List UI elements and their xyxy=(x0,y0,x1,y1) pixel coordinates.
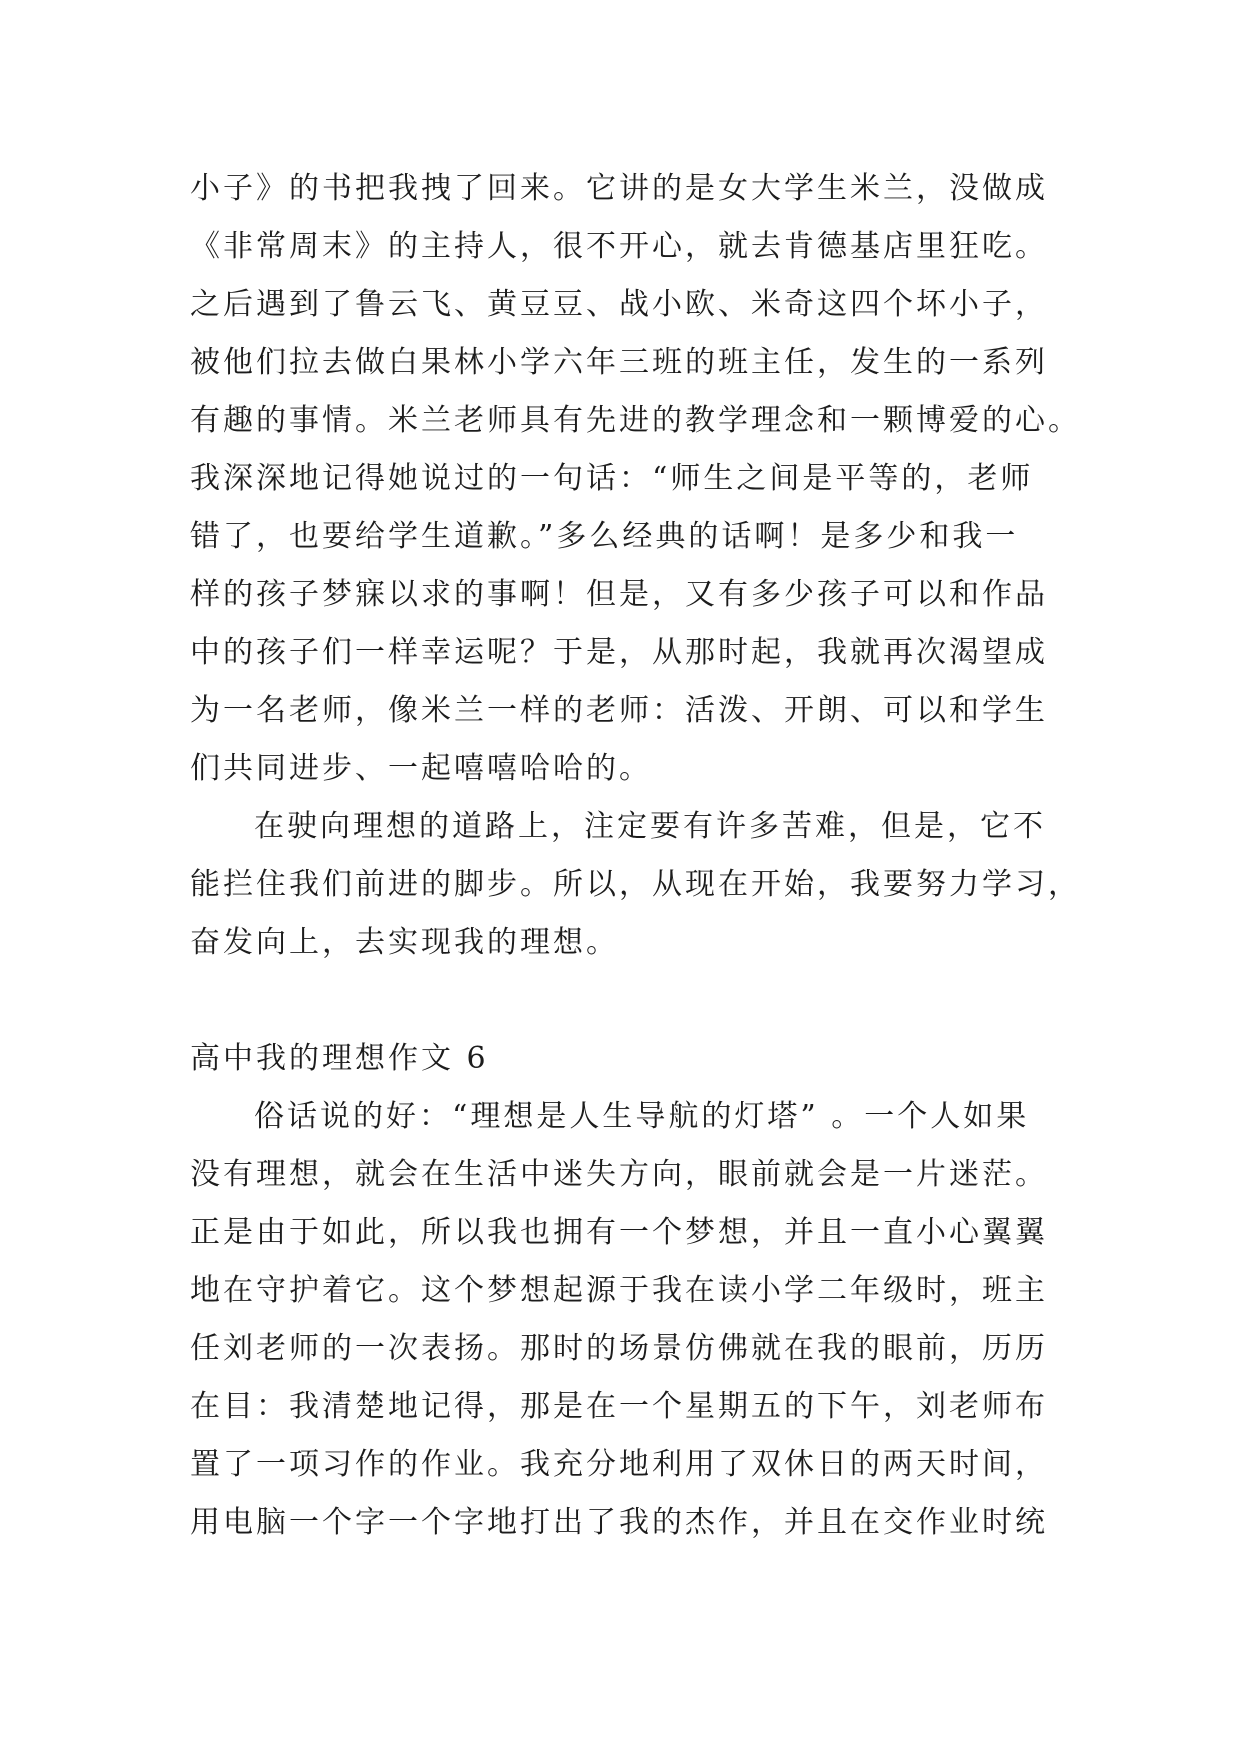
text-line: 正是由于如此，所以我也拥有一个梦想，并且一直小心翼翼 xyxy=(190,1215,1048,1250)
text-line: 们共同进步、一起嘻嘻哈哈的。 xyxy=(190,751,652,786)
text-line: 用电脑一个字一个字地打出了我的杰作，并且在交作业时统 xyxy=(190,1505,1048,1540)
text-line: 被他们拉去做白果林小学六年三班的班主任，发生的一系列 xyxy=(190,345,1048,380)
text-line: 错了，也要给学生道歉。”多么经典的话啊！是多少和我一 xyxy=(190,519,1019,554)
text-line: 中的孩子们一样幸运呢？于是，从那时起，我就再次渴望成 xyxy=(190,635,1048,670)
text-line: 任刘老师的一次表扬。那时的场景仿佛就在我的眼前，历历 xyxy=(190,1331,1048,1366)
text-line: 能拦住我们前进的脚步。所以，从现在开始，我要努力学习， xyxy=(190,867,1081,902)
text-line: 小子》的书把我拽了回来。它讲的是女大学生米兰，没做成 xyxy=(190,171,1048,206)
text-line: 为一名老师，像米兰一样的老师：活泼、开朗、可以和学生 xyxy=(190,693,1048,728)
text-line: 俗话说的好：“理想是人生导航的灯塔” 。一个人如果 xyxy=(254,1099,1030,1134)
paragraph-conclusion xyxy=(190,798,1081,972)
text-line: 在驶向理想的道路上，注定要有许多苦难，但是，它不 xyxy=(254,809,1046,844)
document-body xyxy=(190,160,1081,1552)
text-line: 样的孩子梦寐以求的事啊！但是，又有多少孩子可以和作品 xyxy=(190,577,1048,612)
paragraph-continued xyxy=(190,160,1081,798)
text-line: 在目：我清楚地记得，那是在一个星期五的下午，刘老师布 xyxy=(190,1389,1048,1424)
essay-title: 高中我的理想作文 6 xyxy=(190,1041,489,1076)
text-line: 奋发向上，去实现我的理想。 xyxy=(190,925,619,960)
text-line: 地在守护着它。这个梦想起源于我在读小学二年级时，班主 xyxy=(190,1273,1048,1308)
text-line: 我深深地记得她说过的一句话：“师生之间是平等的，老师 xyxy=(190,461,1034,496)
text-line: 《非常周末》的主持人，很不开心，就去肯德基店里狂吃。 xyxy=(190,229,1048,264)
text-line: 有趣的事情。米兰老师具有先进的教学理念和一颗博爱的心。 xyxy=(190,403,1081,438)
text-line: 之后遇到了鲁云飞、黄豆豆、战小欧、米奇这四个坏小子， xyxy=(190,287,1048,322)
text-line: 置了一项习作的作业。我充分地利用了双休日的两天时间， xyxy=(190,1447,1048,1482)
essay-section xyxy=(190,1030,1070,1552)
text-line: 没有理想，就会在生活中迷失方向，眼前就会是一片迷茫。 xyxy=(190,1157,1048,1192)
section-gap xyxy=(190,972,1070,1030)
